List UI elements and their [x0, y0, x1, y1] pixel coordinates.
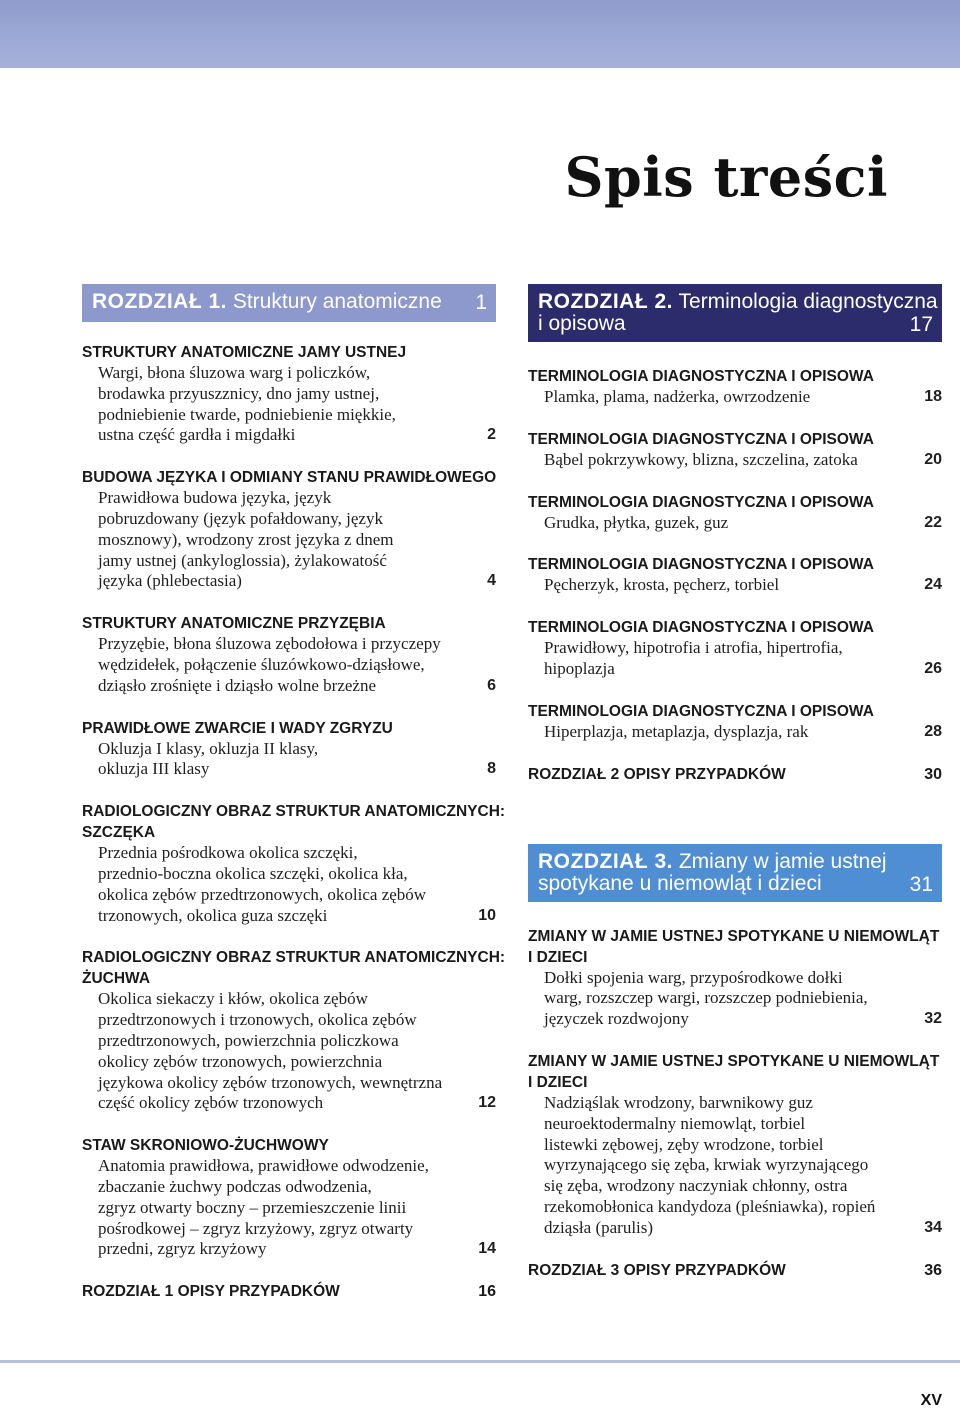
entry-description	[528, 968, 942, 1030]
entry-page-number: 36	[924, 1261, 942, 1279]
entry-description-line: Bąbel pokrzywkowy, blizna, szczelina, zatoka	[544, 449, 858, 469]
entry-description-line: przedtrzonowych, powierzchnia policzkowa	[98, 1030, 399, 1050]
entry-description-line: wyrzynającego się zęba, krwiak wyrzynającego	[544, 1155, 869, 1175]
entry-description	[82, 843, 496, 926]
entry-description-line: Okolica siekaczy i kłów, okolica zębów	[98, 989, 368, 1009]
toc-entry[interactable]	[82, 342, 496, 446]
entry-description-line: Prawidłowa budowa języka, język	[98, 488, 332, 508]
entry-description-line: listewki zębowej, zęby wrodzone, torbiel	[544, 1134, 824, 1154]
entry-page-number: 30	[924, 765, 942, 783]
entry-description-line: Okluzja I klasy, okluzja II klasy,	[98, 738, 319, 758]
chapter-keyword: ROZDZIAŁ 2.	[538, 290, 673, 313]
chapter-1-banner[interactable]	[82, 284, 496, 322]
entry-page-number: 28	[924, 722, 942, 740]
entry-description	[82, 488, 496, 592]
entry-description	[528, 387, 942, 408]
toc-entry[interactable]	[528, 1051, 942, 1239]
entry-description-line: przedtrzonowych i trzonowych, okolica zębów	[98, 1010, 417, 1030]
entry-description-line: Grudka, płytka, guzek, guz	[544, 512, 729, 532]
entry-description-line: Plamka, plama, nadżerka, owrzodzenie	[544, 387, 811, 406]
entry-heading-line: TERMINOLOGIA DIAGNOSTYCZNA I OPISOWA	[528, 430, 874, 448]
entry-description-line: zgryz otwarty boczny – przemieszczenie linii	[98, 1197, 407, 1217]
entry-heading-line: ROZDZIAŁ 2 OPISY PRZYPADKÓW	[528, 765, 786, 783]
entry-description	[82, 1156, 496, 1260]
toc-entry[interactable]	[528, 492, 942, 534]
chapter-keyword: ROZDZIAŁ 3.	[538, 849, 673, 873]
entry-page-number: 26	[924, 659, 942, 677]
chapter-keyword: ROZDZIAŁ 1.	[92, 290, 227, 313]
entry-description-line: podniebienie twarde, podniebienie miękkie,	[98, 404, 396, 424]
toc-entry[interactable]	[528, 429, 942, 471]
entry-description-line: wędzidełek, połączenie śluzówkowo-dziąsłowe,	[98, 654, 425, 674]
entry-description-line: dziąsło zrośnięte i dziąsło wolne brzeżne	[98, 675, 377, 695]
entry-description	[528, 1093, 942, 1239]
entry-heading	[528, 617, 942, 638]
top-band	[0, 0, 960, 68]
toc-entry[interactable]	[82, 1135, 496, 1260]
entry-description-line: Pęcherzyk, krosta, pęcherz, torbiel	[544, 575, 780, 595]
toc-entry[interactable]	[82, 1281, 496, 1302]
entry-description-line: zbaczanie żuchwy podczas odwodzenia,	[98, 1176, 372, 1196]
entry-page-number: 18	[924, 388, 942, 405]
chapter-page: 1	[475, 291, 487, 314]
chapter-title: Struktury anatomiczne	[232, 290, 442, 313]
entry-description-line: przednio-boczna okolica szczęki, okolica kła,	[98, 863, 408, 883]
entry-heading-line: ZMIANY W JAMIE USTNEJ SPOTYKANE U NIEMOWLĄT	[528, 1052, 940, 1070]
entry-heading	[528, 1051, 942, 1093]
entry-description-line: okolicy zębów trzonowych, powierzchnia	[98, 1051, 383, 1071]
entry-page-number: 12	[478, 1094, 496, 1112]
entry-description-line: ustna część gardła i migdałki	[98, 425, 296, 445]
toc-entry[interactable]	[82, 801, 506, 926]
entry-heading-line: ROZDZIAŁ 3 OPISY PRZYPADKÓW	[528, 1261, 786, 1279]
entry-heading	[82, 467, 496, 488]
entry-description-line: Prawidłowy, hipotrofia i atrofia, hipertrofia,	[544, 638, 843, 658]
entry-heading	[528, 926, 942, 968]
entry-heading-line: STRUKTURY ANATOMICZNE JAMY USTNEJ	[82, 344, 407, 361]
entry-page-number: 14	[478, 1240, 496, 1258]
entry-description	[528, 513, 942, 534]
entry-page-number: 34	[924, 1218, 942, 1236]
entry-heading-line: TERMINOLOGIA DIAGNOSTYCZNA I OPISOWA	[528, 368, 874, 385]
entry-description	[528, 450, 942, 471]
toc-left-column	[82, 284, 506, 1323]
entry-description-line: brodawka przyuszznicy, dno jamy ustnej,	[98, 383, 380, 403]
chapter-2-banner[interactable]	[528, 284, 942, 342]
entry-heading-line: TERMINOLOGIA DIAGNOSTYCZNA I OPISOWA	[528, 619, 874, 637]
entry-heading	[528, 1260, 942, 1281]
chapter-title-line2: spotykane u niemowląt i dzieci	[538, 871, 822, 895]
toc-entry[interactable]	[528, 617, 942, 680]
entry-description	[528, 575, 942, 596]
chapter-2-entries	[528, 366, 942, 785]
entry-description-line: okolica zębów przedtrzonowych, okolica zębów	[98, 884, 427, 904]
page-folio: XV	[920, 1392, 942, 1409]
entry-description	[82, 363, 496, 446]
toc-right-column	[528, 284, 942, 1302]
entry-heading-line: TERMINOLOGIA DIAGNOSTYCZNA I OPISOWA	[528, 702, 874, 720]
entry-description	[528, 638, 942, 680]
entry-heading	[528, 492, 942, 513]
toc-entry[interactable]	[528, 554, 942, 596]
entry-page-number: 20	[924, 450, 942, 468]
entry-description-line: okluzja III klasy	[98, 759, 210, 779]
toc-entry[interactable]	[528, 764, 942, 785]
entry-heading	[82, 1281, 496, 1302]
chapter-1-entries	[82, 342, 506, 1302]
toc-entry[interactable]	[82, 467, 496, 592]
entry-page-number: 8	[487, 760, 496, 778]
entry-heading	[528, 701, 942, 722]
entry-description-line: Przyzębie, błona śluzowa zębodołowa i przyczepy	[98, 634, 441, 654]
bottom-rule	[0, 1360, 960, 1363]
entry-page-number: 2	[487, 426, 496, 444]
entry-heading	[82, 718, 496, 739]
entry-page-number: 16	[478, 1283, 496, 1301]
entry-page-number: 24	[924, 576, 942, 594]
entry-description-line: Nadziąślak wrodzony, barwnikowy guz	[544, 1092, 813, 1112]
entry-description-line: część okolicy zębów trzonowych	[98, 1093, 324, 1113]
entry-heading-line: TERMINOLOGIA DIAGNOSTYCZNA I OPISOWA	[528, 556, 874, 574]
chapter-page: 17	[909, 313, 933, 336]
entry-description-line: Hiperplazja, metaplazja, dysplazja, rak	[544, 721, 809, 741]
entry-heading-line: STAW SKRONIOWO-ŻUCHWOWY	[82, 1137, 329, 1155]
entry-heading-line: ROZDZIAŁ 1 OPISY PRZYPADKÓW	[82, 1283, 340, 1301]
toc-entry[interactable]	[528, 701, 942, 743]
entry-description-line: mosznowy), wrodzony zrost języka z dnem	[98, 529, 394, 549]
entry-description-line: językowa okolicy zębów trzonowych, wewnętrzna	[98, 1072, 443, 1092]
chapter-gap	[528, 806, 942, 844]
page-title: Spis treści	[564, 145, 888, 209]
entry-heading	[82, 613, 496, 634]
chapter-title-line1: Terminologia diagnostyczna	[678, 290, 938, 313]
entry-description-line: Wargi, błona śluzowa warg i policzków,	[98, 363, 371, 382]
entry-heading-line: BUDOWA JĘZYKA I ODMIANY STANU PRAWIDŁOWEGO	[82, 469, 497, 487]
entry-description-line: jamy ustnej (ankyloglossia), żylakowatość	[98, 550, 387, 570]
entry-heading-line: I DZIECI	[528, 1073, 588, 1091]
toc-entry[interactable]	[82, 718, 496, 781]
entry-page-number: 10	[478, 906, 496, 924]
entry-heading-line: PRAWIDŁOWE ZWARCIE I WADY ZGRYZU	[82, 719, 393, 737]
entry-page-number: 22	[924, 513, 942, 531]
chapter-3-banner[interactable]	[528, 844, 942, 902]
entry-description-line: trzonowych, okolica guza szczęki	[98, 905, 328, 925]
entry-page-number: 4	[487, 572, 496, 590]
entry-heading	[528, 429, 942, 450]
toc-entry[interactable]	[82, 947, 506, 1114]
chapter-title-line1: Zmiany w jamie ustnej	[678, 849, 887, 873]
entry-description-line: hipoplazja	[544, 658, 615, 678]
entry-heading-line: ZMIANY W JAMIE USTNEJ SPOTYKANE U NIEMOWLĄT	[528, 927, 940, 945]
entry-description	[82, 989, 496, 1114]
toc-entry[interactable]	[82, 613, 496, 696]
entry-description-line: języczek rozdwojony	[544, 1009, 689, 1029]
entry-heading	[528, 764, 942, 785]
entry-heading-line: ŻUCHWA	[82, 970, 151, 988]
entry-description-line: przedni, zgryz krzyżowy	[98, 1239, 267, 1259]
toc-entry[interactable]	[528, 1260, 942, 1281]
entry-heading-line: STRUKTURY ANATOMICZNE PRZYZĘBIA	[82, 615, 386, 633]
entry-description-line: się zęba, wrodzony naczyniak chłonny, ostra	[544, 1176, 848, 1196]
entry-heading	[82, 1135, 496, 1156]
entry-description-line: Anatomia prawidłowa, prawidłowe odwodzenie,	[98, 1156, 429, 1176]
entry-heading	[82, 342, 496, 363]
entry-heading	[528, 554, 942, 575]
entry-heading	[528, 366, 942, 387]
entry-heading-line: TERMINOLOGIA DIAGNOSTYCZNA I OPISOWA	[528, 493, 874, 511]
entry-description-line: rzekomobłonica kandydoza (pleśniawka), ropień	[544, 1196, 876, 1216]
chapter-title-line2: i opisowa	[538, 312, 626, 335]
entry-description-line: pośrodkowej – zgryz krzyżowy, zgryz otwarty	[98, 1218, 414, 1238]
entry-description-line: pobruzdowany (język pofałdowany, język	[98, 508, 383, 528]
chapter-3-entries	[528, 926, 942, 1281]
entry-description-line: języka (phlebectasia)	[98, 571, 242, 591]
entry-description-line: warg, rozszczep wargi, rozszczep podniebienia,	[544, 988, 868, 1008]
entry-heading-line: RADIOLOGICZNY OBRAZ STRUKTUR ANATOMICZNYCH:	[82, 803, 506, 821]
entry-heading-line: RADIOLOGICZNY OBRAZ STRUKTUR ANATOMICZNYCH:	[82, 949, 506, 967]
entry-heading	[82, 947, 506, 989]
chapter-page: 31	[909, 872, 933, 896]
entry-description	[528, 722, 942, 743]
entry-heading-line: I DZIECI	[528, 948, 588, 966]
entry-description-line: Dołki spojenia warg, przypośrodkowe dołki	[544, 967, 843, 987]
toc-entry[interactable]	[528, 926, 942, 1030]
entry-description-line: Przednia pośrodkowa okolica szczęki,	[98, 843, 358, 863]
entry-page-number: 32	[924, 1010, 942, 1028]
entry-description-line: dziąsła (parulis)	[544, 1217, 654, 1237]
entry-page-number: 6	[487, 676, 496, 694]
entry-heading-line: SZCZĘKA	[82, 824, 156, 842]
toc-entry[interactable]	[528, 366, 942, 408]
entry-heading	[82, 801, 506, 843]
entry-description	[82, 634, 496, 696]
entry-description	[82, 739, 496, 781]
entry-description-line: neuroektodermalny niemowląt, torbiel	[544, 1113, 806, 1133]
